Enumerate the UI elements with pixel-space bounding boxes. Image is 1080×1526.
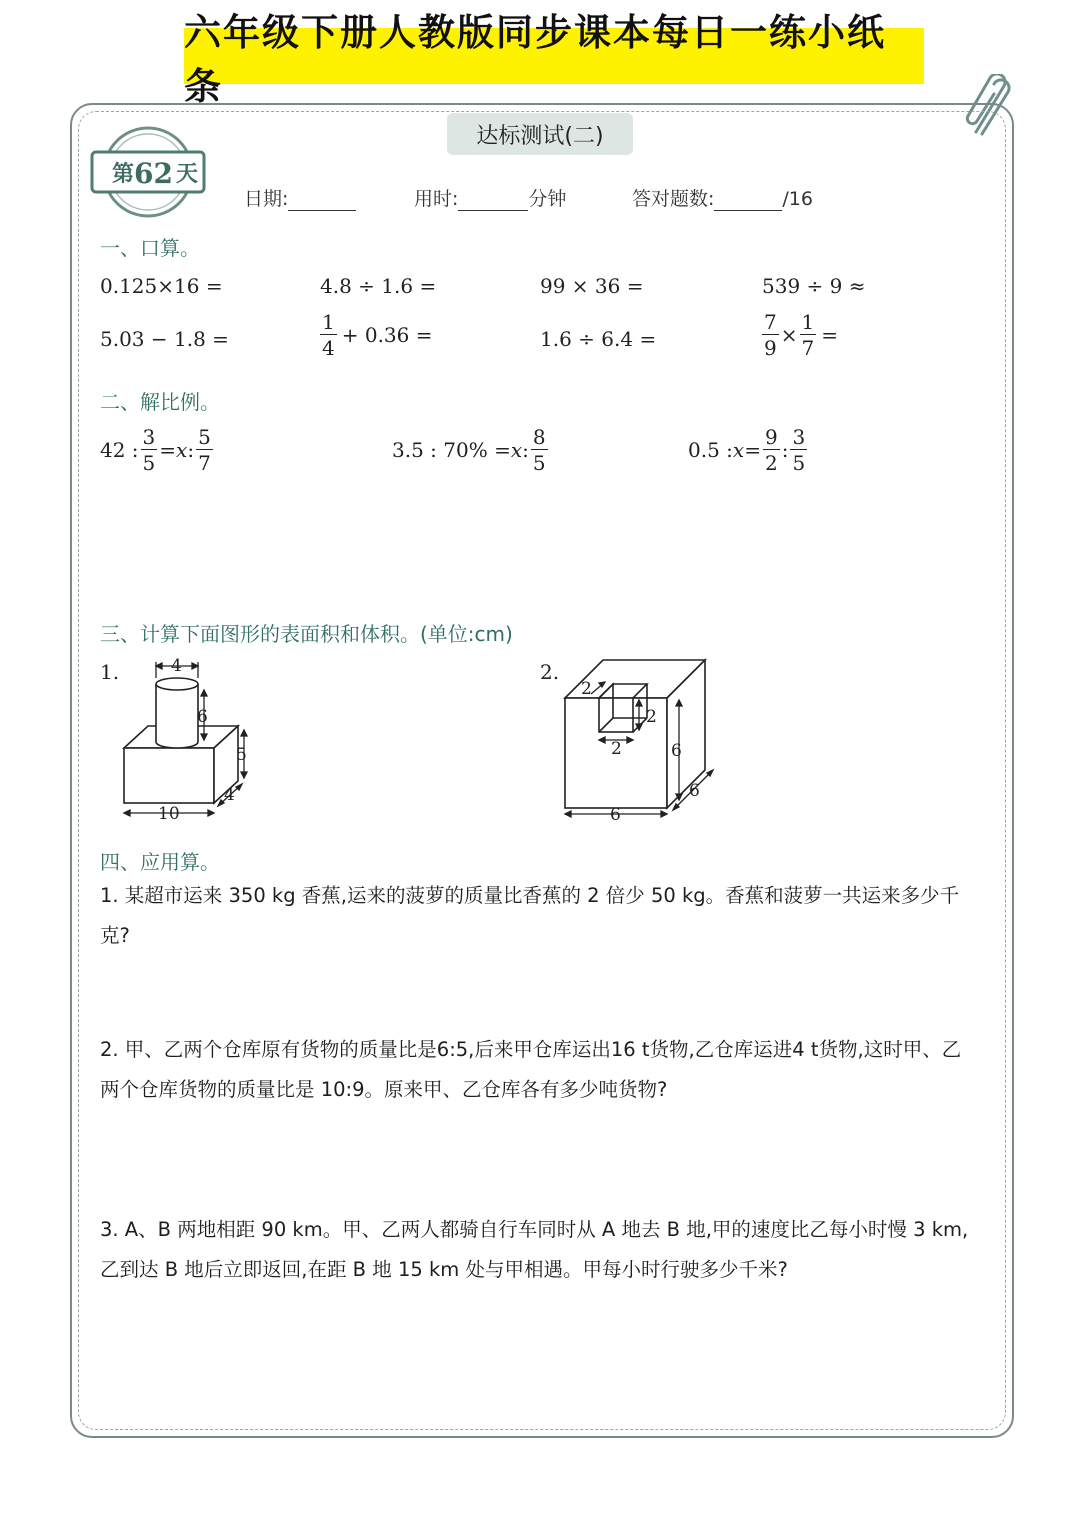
day-number: 62: [134, 157, 173, 190]
day-badge-seal: [88, 124, 208, 220]
score-total: /16: [782, 188, 813, 210]
fig2-dim-notch-height: 2: [646, 707, 657, 727]
section1-title: 一、口算。: [100, 236, 200, 260]
section3-title: 三、计算下面图形的表面积和体积。(单位:cm): [100, 622, 513, 646]
figure1-label: 1.: [100, 660, 120, 684]
figure2-cube-with-notch: [555, 650, 730, 830]
fraction: $\frac{8}{5}$: [532, 425, 546, 475]
word-problem-1: 1. 某超市运来 350 kg 香蕉,运来的菠萝的质量比香蕉的 2 倍少 50 kg。香蕉和菠萝一共运来多少千克?: [100, 884, 960, 947]
fig2-dim-notch-width: 2: [611, 739, 622, 759]
day-badge: [88, 124, 208, 220]
fig2-dim-notch-depth: 2: [581, 679, 592, 699]
fig1-dim-box-height: 5: [236, 745, 247, 765]
fraction: $\frac{3}{5}$: [142, 425, 156, 475]
section4-title: 四、应用算。: [100, 850, 220, 874]
score-blank[interactable]: [714, 185, 782, 211]
score-label: 答对题数:: [632, 188, 715, 210]
oral-calc-6: $\frac{1}{4}$ + 0.36 =: [322, 310, 433, 360]
oral-calc-2: 4.8 ÷ 1.6 =: [320, 274, 437, 298]
oral-calc-7: 1.6 ÷ 6.4 =: [540, 327, 657, 351]
fraction: $\frac{9}{2}$: [764, 425, 778, 475]
word-problem-2: 2. 甲、乙两个仓库原有货物的质量比是6:5,后来甲仓库运出16 t货物,乙仓库运进4 t货物,这时甲、乙两个仓库货物的质量比是 10:9。原来甲、乙仓库各有多少吨货物?: [100, 1038, 962, 1101]
time-label: 用时:: [414, 188, 459, 210]
oral-calc-8: $\frac{7}{9}$ × $\frac{1}{7}$ =: [764, 310, 838, 360]
fig1-dim-box-width: 10: [158, 804, 180, 824]
oral-calc-3: 99 × 36 =: [540, 274, 644, 298]
fraction: $\frac{1}{7}$: [801, 310, 815, 360]
fraction: $\frac{5}{7}$: [198, 425, 211, 475]
word-problem-3: 3. A、B 两地相距 90 km。甲、乙两人都骑自行车同时从 A 地去 B 地,甲的速度比乙每小时慢 3 km,乙到达 B 地后立即返回,在距 B 地 15 km 处与甲相遇。甲每小时行驶多少千米?: [100, 1218, 969, 1281]
oral-calc-4: 539 ÷ 9 ≈: [762, 274, 866, 298]
proportion-1: 42 : $\frac{3}{5}$ = x : $\frac{5}{7}$: [100, 425, 211, 475]
date-field: [244, 184, 356, 211]
page-banner: 六年级下册人教版同步课本每日一练小纸条: [184, 28, 924, 84]
figure1-cylinder-on-box: [110, 650, 270, 830]
fraction: $\frac{3}{5}$: [792, 425, 806, 475]
day-suffix: 天: [176, 162, 199, 187]
oral-calc-1: 0.125×16 =: [100, 274, 223, 298]
test-title: 达标测试(二): [447, 113, 633, 155]
day-prefix: 第: [112, 162, 135, 187]
section2-title: 二、解比例。: [100, 390, 220, 414]
figure2-label: 2.: [540, 660, 560, 684]
fig1-dim-box-depth: 4: [224, 785, 235, 805]
fig2-dim-width: 6: [610, 805, 621, 825]
date-label: 日期:: [244, 188, 289, 210]
fig2-dim-height: 6: [671, 741, 682, 761]
time-unit: 分钟: [528, 188, 567, 210]
fig1-dim-cyl-height: 6: [197, 707, 208, 727]
oral-calc-5: 5.03 − 1.8 =: [100, 327, 229, 351]
time-field: [414, 184, 566, 211]
score-field: [632, 184, 813, 211]
fig2-dim-depth: 6: [689, 781, 700, 801]
fraction: $\frac{7}{9}$: [764, 310, 777, 360]
date-blank[interactable]: [288, 185, 356, 211]
fraction: $\frac{1}{4}$: [322, 310, 335, 360]
fig1-dim-top: 4: [171, 656, 182, 676]
proportion-3: 0.5 : x = $\frac{9}{2}$ : $\frac{3}{5}$: [688, 425, 806, 475]
time-blank[interactable]: [458, 185, 528, 211]
proportion-2: 3.5 : 70% = x : $\frac{8}{5}$: [392, 425, 546, 475]
